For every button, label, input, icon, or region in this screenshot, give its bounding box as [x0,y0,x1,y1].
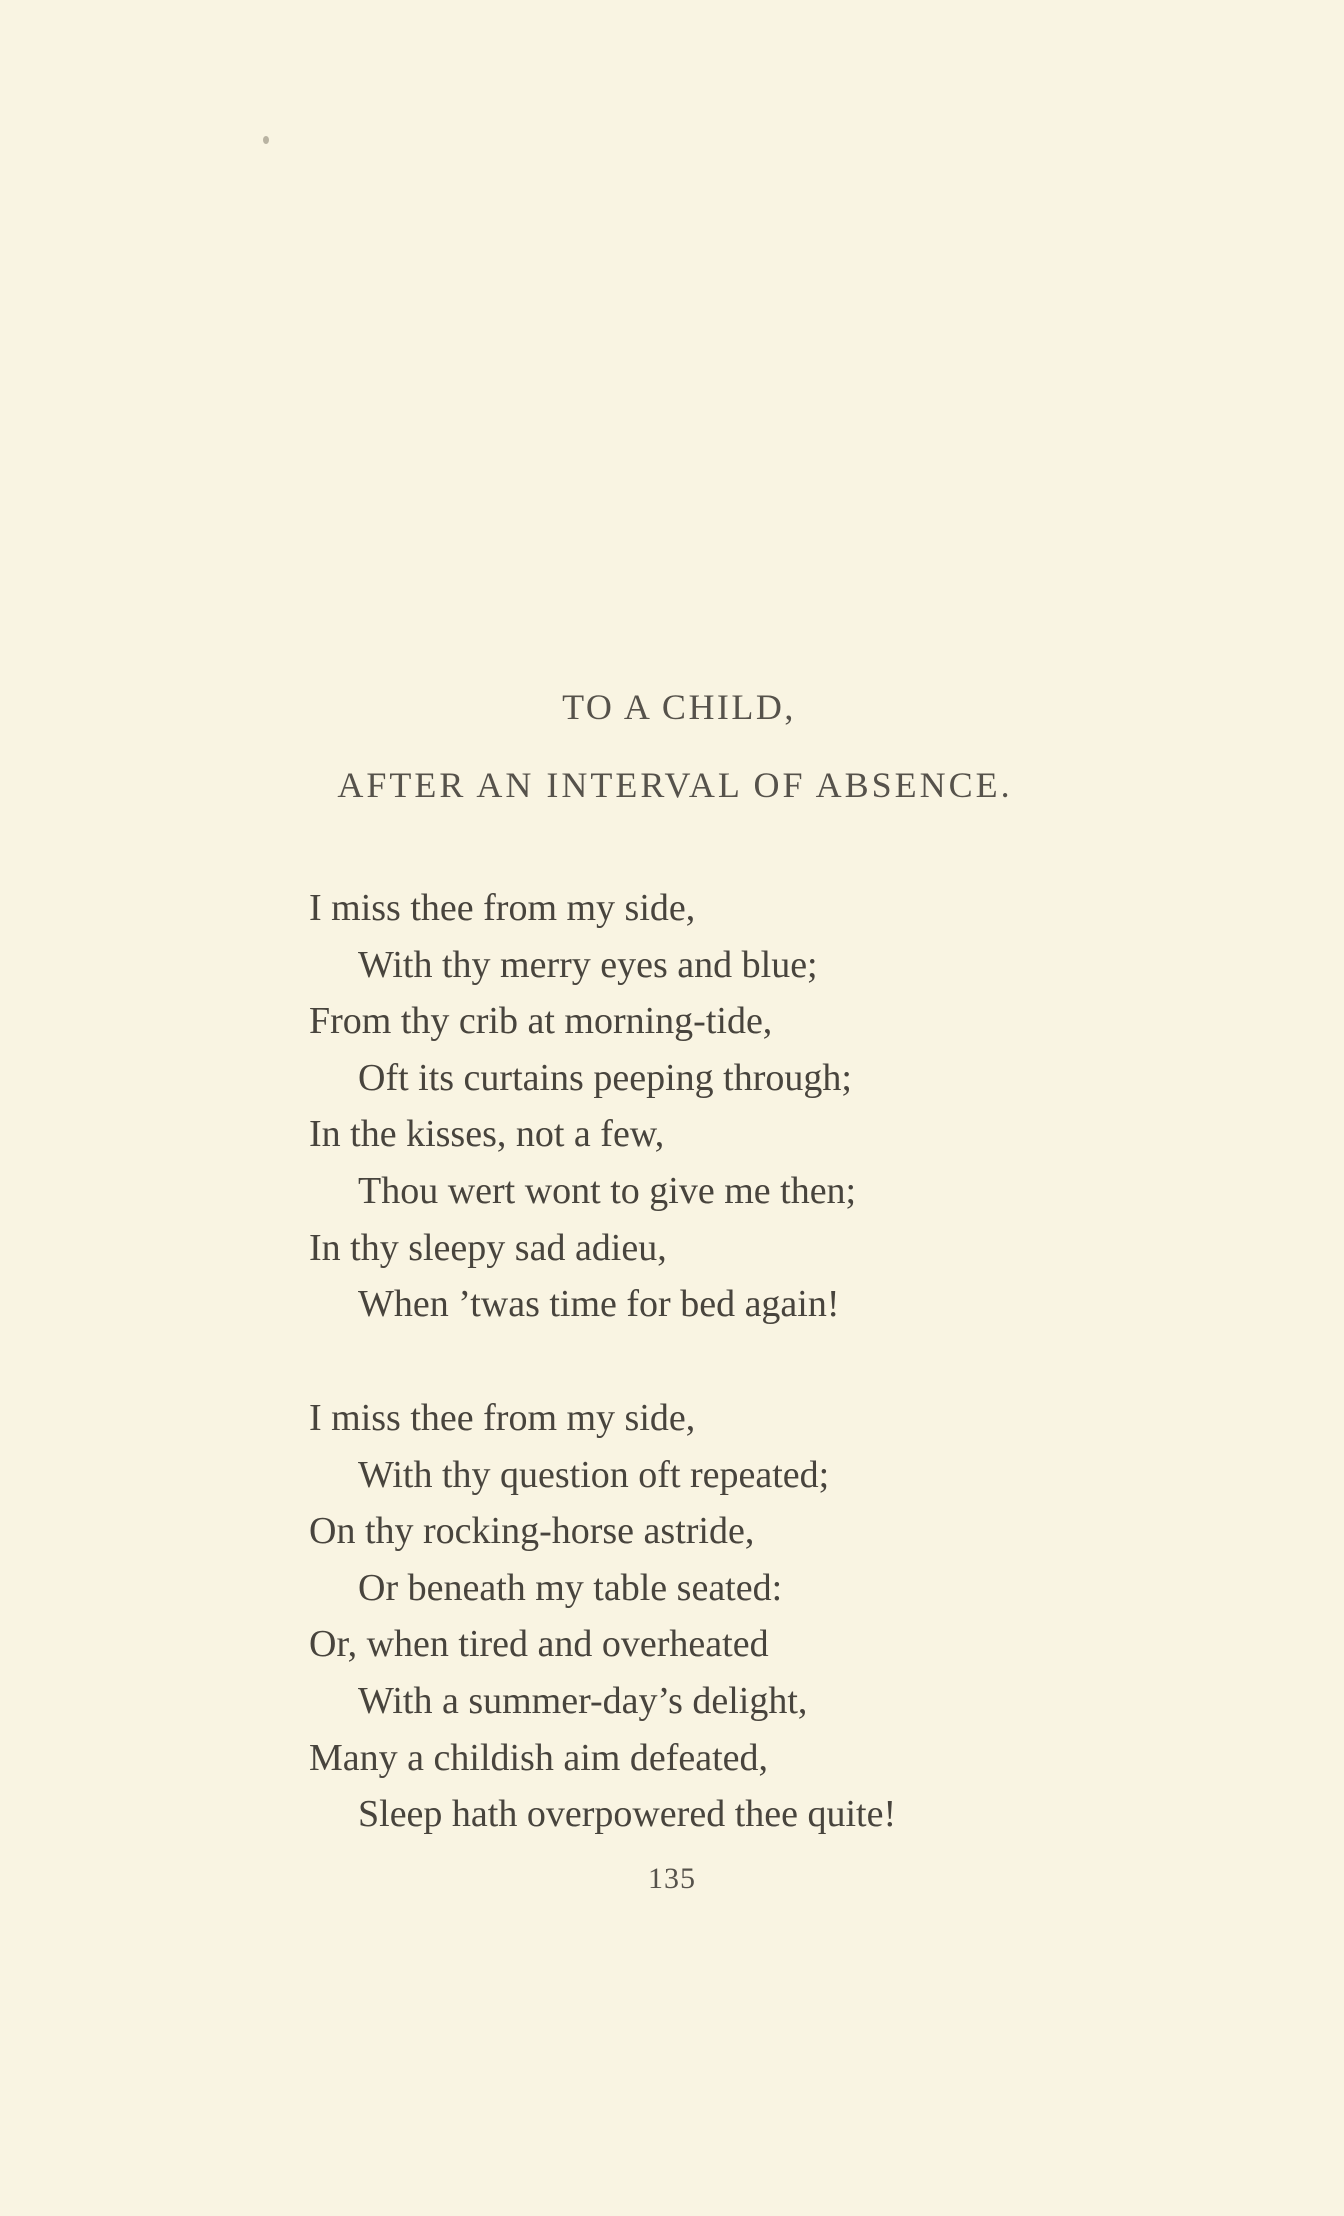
verse-line: Or beneath my table seated: [358,1566,783,1609]
verse-line: I miss thee from my side, [309,1397,696,1439]
verse-line: From thy crib at morning-tide, [309,1000,773,1043]
paper-speck [263,136,269,144]
verse-line: Many a childish aim defeated, [309,1736,769,1779]
poem-title: TO A CHILD, [562,687,796,727]
verse-line: I miss thee from my side, [309,887,696,929]
verse-line: When ’twas time for bed again! [358,1283,840,1326]
verse-line: In the kisses, not a few, [309,1113,665,1156]
verse-line: With a summer-day’s delight, [358,1679,808,1722]
verse-line: Sleep hath overpowered thee quite! [358,1793,897,1836]
verse-line: On thy rocking-horse astride, [309,1510,755,1553]
stanza-1 [309,880,1109,1333]
verse-line: Oft its curtains peeping through; [358,1056,852,1099]
verse-line: Or, when tired and overheated [309,1623,769,1666]
verse-line: With thy question oft repeated; [358,1453,830,1496]
poem-subtitle: AFTER AN INTERVAL OF ABSENCE. [337,765,1013,805]
stanza-2 [309,1390,1109,1843]
page-number: 135 [648,1862,696,1895]
verse-line: Thou wert wont to give me then; [358,1169,857,1212]
verse-line: With thy merry eyes and blue; [358,943,818,986]
verse-line: In thy sleepy sad adieu, [309,1226,667,1269]
